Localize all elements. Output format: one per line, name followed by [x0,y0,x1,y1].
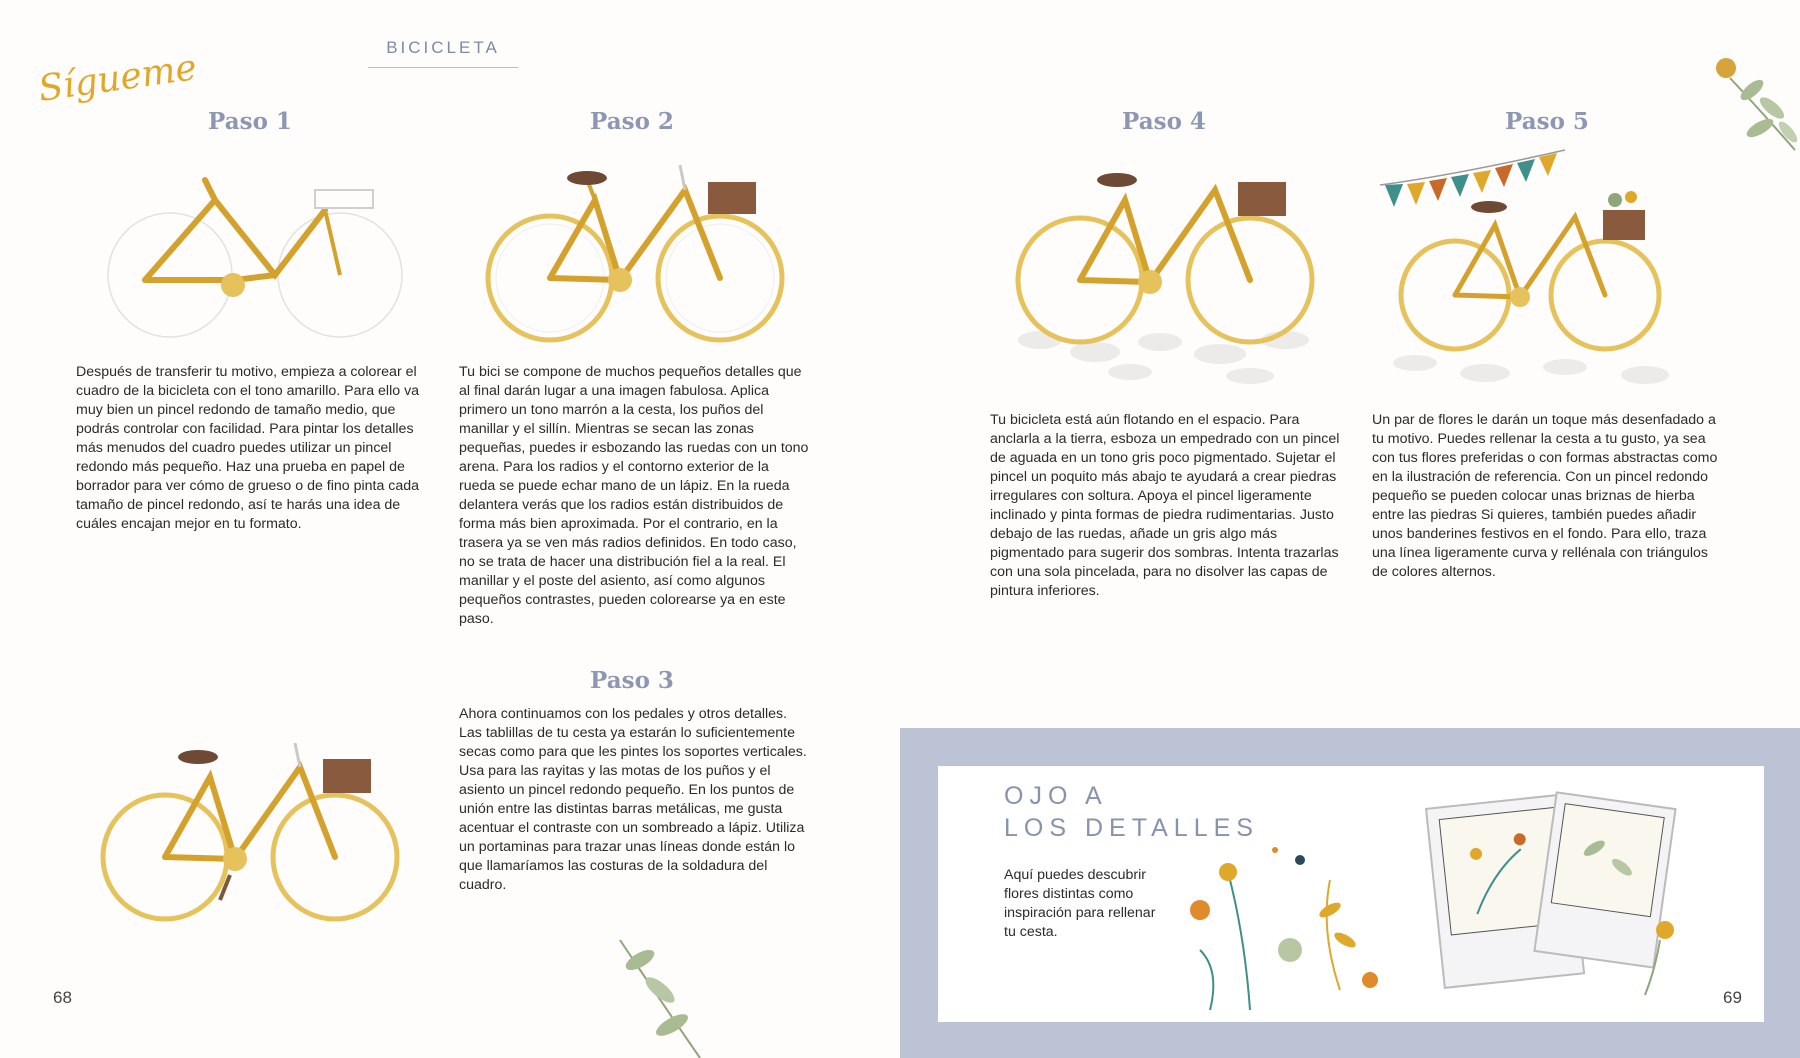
step-1-title: Paso 1 [208,108,292,135]
step-3-title: Paso 3 [590,667,674,694]
flowers-illustration [1170,820,1390,1020]
step-1-text: Después de transferir tu motivo, empieza a colorear el cuadro de la bicicleta con el tono amarillo. Para ello va muy bien un pincel redondo de tamaño medio, que podrás controlar con facilidad. Para pintar los detalles más menudos del cuadro puedes utilizar un pincel redondo más pequeño. Haz una prueba en papel de borrador para ver cómo de grueso o de fino pinta cada tamaño de pincel redondo, así te harás una idea de cuáles encajan mejor en tu formato. [76,364,420,532]
step-5-title: Paso 5 [1505,108,1589,135]
step-1-illustration [85,160,415,345]
page-number-left: 68 [53,988,72,1007]
step-3-text: Ahora continuamos con los pedales y otros detalles. Las tablillas de tu cesta ya estarán lo suficientemente secas como para que les pintes los soportes verticales. Usa para las rayitas y las motas de los puños y el asiento un pincel redondo pequeño. En los puntos de unión entre las distintas barras metálicas, me gusta acentuar el contraste con un sombreado a lápiz. Utiliza un portaminas para trazar unas líneas donde están lo que llamaríamos las costuras de la soldadura del cuadro. [459,706,807,893]
polaroid-cards-illustration [1425,790,1685,1000]
step-2-illustration [470,140,800,350]
step-2-title: Paso 2 [590,108,674,135]
step-3-illustration [85,715,415,930]
script-title: Sígueme [35,47,200,110]
page-number-right: 69 [1723,988,1742,1007]
step-2-text: Tu bici se compone de muchos pequeños detalles que al final darán lugar a una imagen fabulosa. Aplica primero un tono marrón a la cesta, los puños del manillar y el sillín. Mientras se secan las zonas pequeñas, puedes ir esbozando las ruedas con un tono arena. Para los radios y el contorno exterior de la rueda se puede echar mano de un lápiz. En la rueda delantera verás que los radios están distribuidos de forma más bien aproximada. Por el contrario, en la trasera ya se ven más radios definidos. En todo caso, no se trata de hacer una distribución fiel a la real. El manillar y el poste del asiento, así como algunos pequeños contrastes, pueden colorearse ya en este paso. [459,364,809,627]
step-5-text: Un par de flores le darán un toque más desenfadado a tu motivo. Puedes rellenar la cesta a tu gusto, ya sea con tus flores preferidas o con formas abstractas como en la ilustración de referencia. Con un pincel redondo pequeño se pueden colocar unas briznas de hierba entre las piedras Si quieres, también puedes añadir unos banderines festivos en el fondo. Para ello, traza una línea ligeramente curva y rellénala con triángulos de colores alternos. [1372,412,1718,580]
step-5-illustration [1375,145,1715,395]
section-label: BICICLETA [386,38,500,57]
step-4-illustration [1000,140,1340,390]
section-divider [368,67,518,68]
details-title-line-2: LOS DETALLES [1004,814,1259,842]
leaf-sprig-bottom [600,930,720,1058]
details-box-text: Aquí puedes descubrir flores distintas como inspiración para rellenar tu cesta. [1004,867,1156,940]
step-4-title: Paso 4 [1122,108,1206,135]
details-title-line-1: OJO A [1004,782,1108,810]
leaf-sprig-top-right [1700,50,1800,160]
step-4-text: Tu bicicleta está aún flotando en el espacio. Para anclarla a la tierra, esboza un empedrado con un pincel de aguada en un tono gris poco pigmentado. Sujetar el pincel un poquito más abajo te ayudará a crear piedras irregulares con soltura. Apoya el pincel ligeramente inclinado y pinta formas de piedra rudimentarias. Justo debajo de las ruedas, añade un gris algo más pigmentado para sugerir dos sombras. Intenta trazarlas con una sola pincelada, para no disolver las capas de pintura inferiores. [990,412,1340,599]
